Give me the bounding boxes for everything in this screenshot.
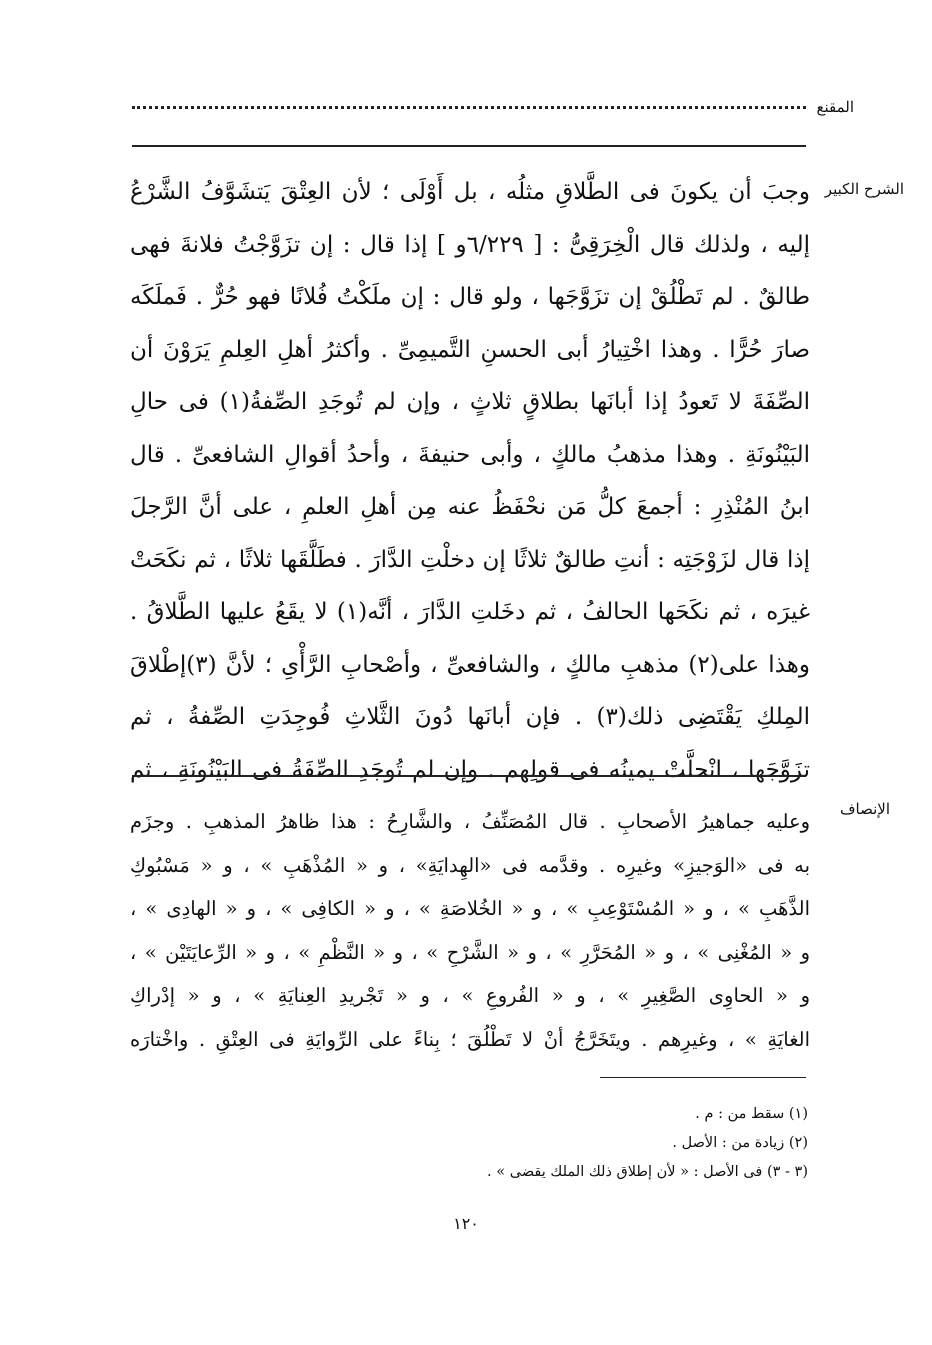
insaf-text-block xyxy=(130,800,810,1061)
section-label-insaf: الإنصاف xyxy=(839,800,890,818)
text-line: الصِّفَةَ لا تَعودُ إذا أبانَها بطلاقٍ ثلاثٍ ، وإن لم تُوجَدِ الصِّفةُ(١) فى حالِ xyxy=(130,389,810,415)
footnote: (٣ - ٣) فى الأصل : « لأن إطلاق ذلك الملك يقضى » . xyxy=(487,1164,808,1180)
section-label-sharh: الشرح الكبير xyxy=(824,180,904,198)
footnote: (٢) زيادة من : الأصل . xyxy=(672,1135,808,1151)
text-line: المِلكِ يَقْتَضِى ذلك(٣) . فإن أبانَها دُونَ الثَّلاثِ فُوجِدَتِ الصِّفةُ ، ثم xyxy=(130,704,810,730)
footnote-divider xyxy=(600,1077,806,1078)
text-line: صارَ حُرًّا . وهذا اخْتِيارُ أبى الحسنِ التَّميمِىِّ . وأكثرُ أهلِ العِلمِ يَرَوْنَ أن xyxy=(130,336,810,363)
text-line: تزَوَّجَها ، انْحلَّتْ يمينُه فى قولِهم . وإن لم تُوجَدِ الصِّفَةُ فى البَيْنُونَةِ ، ثم xyxy=(130,756,810,783)
text-line: وهذا على(٢) مذهبِ مالكٍ ، والشافعىِّ ، وأصْحابِ الرَّأْىِ ؛ لأنَّ (٣)إطْلاقَ xyxy=(130,651,810,678)
page-number: ١٢٠ xyxy=(453,1214,479,1233)
text-line: وعليه جماهيرُ الأصحابِ . قال المُصَنِّفُ ، والشَّارِحُ : هذا ظاهرُ المذهبِ . وجزَم xyxy=(130,810,810,833)
text-line: غيرَه ، ثم نكَحَها الحالفُ ، ثم دخَلتِ الدَّارَ ، أنَّه(١) لا يقَعُ عليها الطَّلاقُ . xyxy=(130,599,810,625)
text-line: و « الحاوِى الصَّغِيرِ » ، و « الفُروعِ » ، و « تَجْريدِ العِنايَةِ » ، و « إدْراكِ xyxy=(130,984,810,1007)
sharh-text-block xyxy=(130,166,810,796)
text-line: به فى «الوَجيزِ» وغيرِه . وقدَّمه فى «الهِدايَةِ» ، و « المُذْهَبِ » ، و « مَسْبُوكِ xyxy=(130,853,810,877)
text-line: إليه ، ولذلك قال الْخِرَقِىُّ : [ ٦/٢٢٩و ] إذا قال : إن تزَوَّجْتُ فلانةَ فهى xyxy=(130,231,810,258)
text-line: إذا قال لزَوْجَتِه : أنتِ طالقٌ ثلاثًا إن دخلْتِ الدَّارَ . فطَلَّقَها ثلاثًا ، ثم نكَحَتْ xyxy=(130,546,810,573)
header-divider xyxy=(132,145,806,147)
header-dotted-rule xyxy=(132,106,806,109)
footnote: (١) سقط من : م . xyxy=(695,1106,808,1122)
text-line: الغايَةِ » ، وغيرِهم . ويتَخَرَّجُ أنْ لا تَطْلُقَ ؛ بِناءً على الرِّوايَةِ فى العِتْقِ . واخْتارَه xyxy=(130,1027,810,1051)
text-line: وجبَ أن يكونَ فى الطَّلاقِ مثلُه ، بل أَوْلَى ؛ لأن العِتْقَ يَتشَوَّفُ الشَّرْعُ xyxy=(130,179,810,205)
text-line: طالقٌ . لم تَطْلُقْ إن تزَوَّجَها ، ولو قال : إن ملَكْتُ فُلانًا فهو حُرٌّ . فَملَكَه xyxy=(130,284,810,310)
text-line: الذَّهَبِ » ، و « المُسْتَوْعِبِ » ، و « الخُلاصَةِ » ، و « الكافِى » ، و « الهادِى » ، xyxy=(130,897,810,920)
text-line: ابنُ المُنْذِرِ : أجمعَ كلُّ مَن نحْفَظُ عنه مِن أهلِ العلمِ ، على أنَّ الرَّجلَ xyxy=(130,494,810,520)
text-line: البَيْنُونَةِ . وهذا مذهبُ مالكٍ ، وأبى حنيفةَ ، وأحدُ أقوالِ الشافعىِّ . قال xyxy=(130,441,810,468)
footnotes xyxy=(208,1100,808,1187)
text-line: و « المُغْنِى » ، و « المُحَرَّرِ » ، و « الشَّرْحِ » ، و « النَّظْمِ » ، و « الرِّعايَتَيْن » ، xyxy=(130,940,810,964)
running-header-title: المقنع xyxy=(816,98,854,116)
section-divider xyxy=(132,775,806,777)
